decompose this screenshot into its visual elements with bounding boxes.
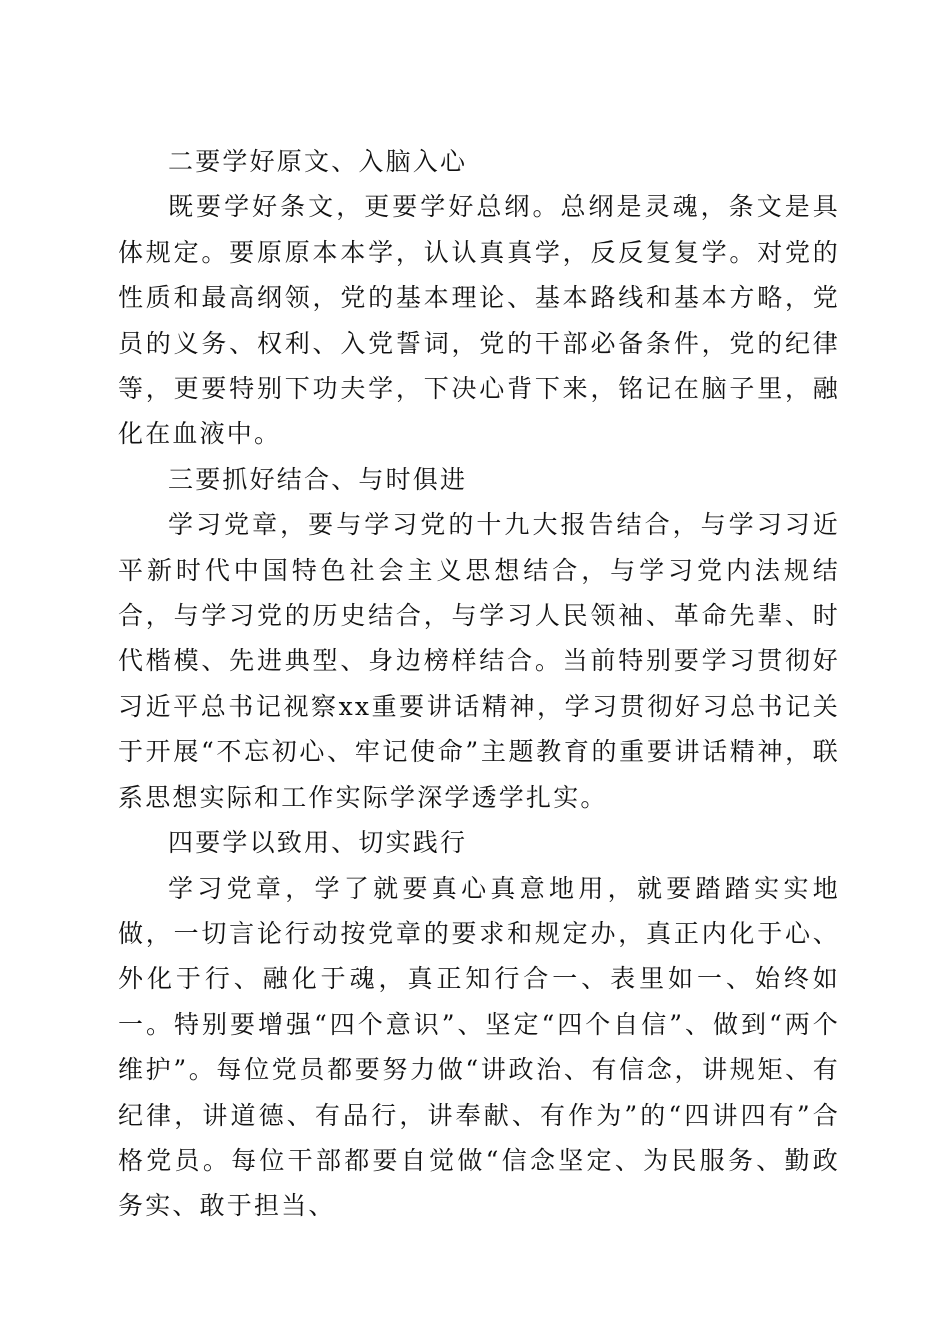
section-heading: 四要学以致用、切实践行 bbox=[168, 828, 468, 858]
section-paragraph: 学习党章，要与学习党的十九大报告结合，与学习习近平新时代中国特色社会主义思想结合，与学习党内法规结合，与学习党的历史结合，与学习人民领袖、革命先辈、时代楷模、先进典型、身边榜样结合。当前特别要学习贯彻好习近平总书记视察xx重要讲话精神，学习贯彻好习总书记关于开展“不忘初心、牢记使命”主题教育的重要讲话精神，联系思想实际和工作实际学深学透学扎实。 bbox=[118, 510, 840, 812]
section-heading: 二要学好原文、入脑入心 bbox=[168, 147, 468, 176]
section-heading: 三要抓好结合、与时俱进 bbox=[168, 464, 468, 494]
section-paragraph: 学习党章，学了就要真心真意地用，就要踏踏实实地做，一切言论行动按党章的要求和规定办，真正内化于心、外化于行、融化于魂，真正知行合一、表里如一、始终如一。特别要增强“四个意识”、坚定“四个自信”、做到“两个维护”。每位党员都要努力做“讲政治、有信念，讲规矩、有纪律，讲道德、有品行，讲奉献、有作为”的“四讲四有”合格党员。每位干部都要自觉做“信念坚定、为民服务、勤政务实、敢于担当、 bbox=[118, 873, 840, 1221]
section-paragraph: 既要学好条文，更要学好总纲。总纲是灵魂，条文是具体规定。要原原本本学，认认真真学，反反复复学。对党的性质和最高纲领，党的基本理论、基本路线和基本方略，党员的义务、权利、入党誓词，党的干部必备条件，党的纪律等，更要特别下功夫学，下决心背下来，铭记在脑子里，融化在血液中。 bbox=[118, 192, 840, 449]
document-body bbox=[118, 139, 840, 1229]
